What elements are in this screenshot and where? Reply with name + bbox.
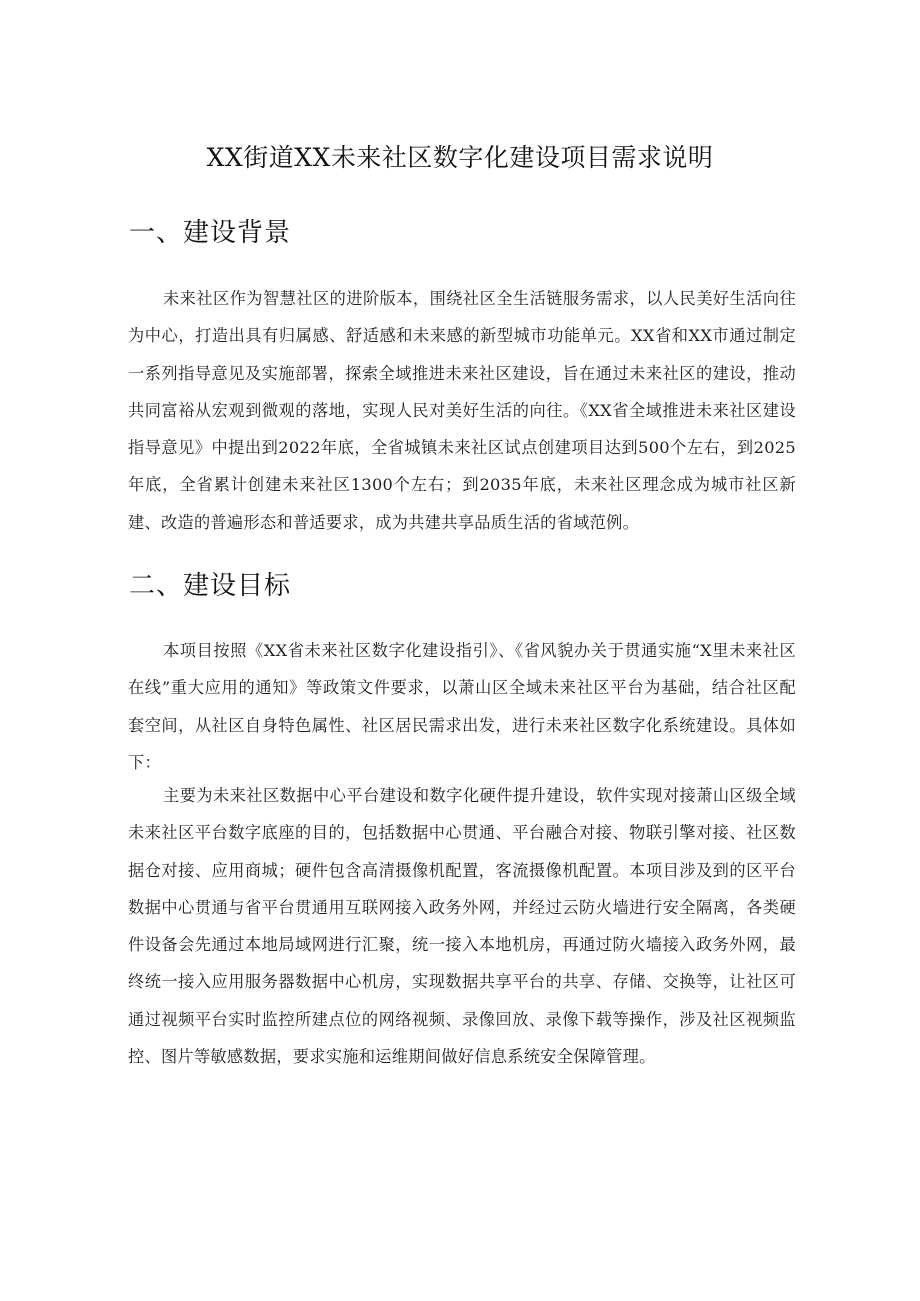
section-heading-background: 一、建设背景: [129, 218, 292, 248]
goals-paragraph-intro: 本项目按照《XX省未来社区数字化建设指引》、《省风貌办关于贯通实施“X里未来社区在线”重大应用的通知》等政策文件要求，以萧山区全域未来社区平台为基础，结合社区配套空间，从社区自身特色属性、社区居民需求出发，进行未来社区数字化系统建设。具体如下：: [128, 641, 796, 772]
goals-paragraph-details: 主要为未来社区数据中心平台建设和数字化硬件提升建设，软件实现对接萧山区级全域未来社区平台数字底座的目的，包括数据中心贯通、平台融合对接、物联引擎对接、社区数据仓对接、应用商城；硬件包含高清摄像机配置，客流摄像机配置。本项目涉及到的区平台数据中心贯通与省平台贯通用互联网接入政务外网，并经过云防火墙进行安全隔离，各类硬件设备会先通过本地局域网进行汇聚，统一接入本地机房，再通过防火墙接入政务外网，最终统一接入应用服务器数据中心机房，实现数据共享平台的共享、存储、交换等，让社区可通过视频平台实时监控所建点位的网络视频、录像回放、录像下载等操作，涉及社区视频监控、图片等敏感数据，要求实施和运维期间做好信息系统安全保障管理。: [128, 786, 796, 1067]
background-paragraph: 未来社区作为智慧社区的进阶版本，围绕社区全生活链服务需求，以人民美好生活向往为中心，打造出具有归属感、舒适感和未来感的新型城市功能单元。XX省和XX市通过制定一系列指导意见及实施部署，探索全域推进未来社区建设，旨在通过未来社区的建设，推动共同富裕从宏观到微观的落地，实现人民对美好生活的向往。《XX省全域推进未来社区建设指导意见》中提出到2022年底，全省城镇未来社区试点创建项目达到500个左右，到2025年底，全省累计创建未来社区1300个左右；到2035年底，未来社区理念成为城市社区新建、改造的普遍形态和普适要求，成为共建共享品质生活的省域范例。: [128, 289, 796, 532]
section-heading-goals: 二、建设目标: [129, 571, 292, 601]
document-title: XX街道XX未来社区数字化建设项目需求说明: [206, 143, 714, 172]
